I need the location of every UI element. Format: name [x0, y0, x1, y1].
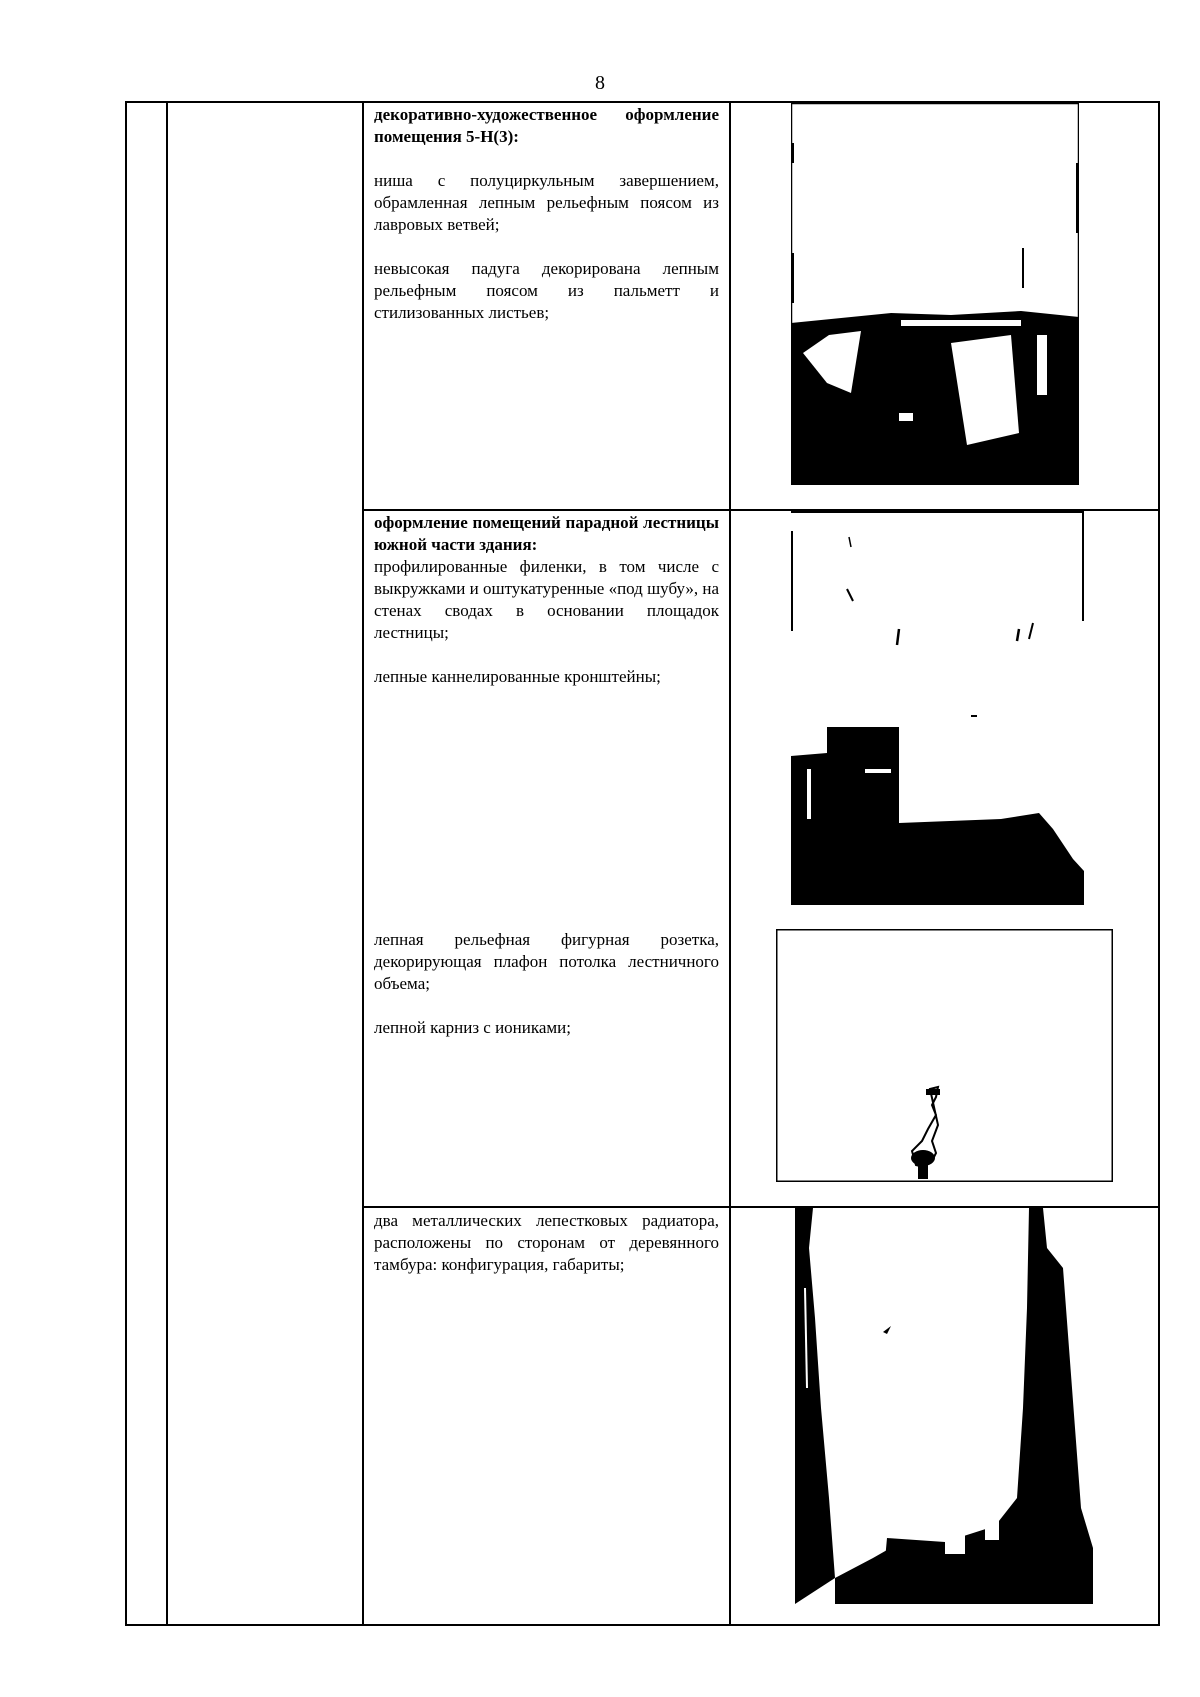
table-border-left	[125, 101, 127, 1625]
row-2-heading: оформление помещений парадной лестницы южной части здания:	[374, 513, 719, 554]
row-1-item-2: невысокая падуга декорирована лепным рельефным поясом из пальметт и стилизованных листьев;	[374, 259, 719, 322]
row-2-item-1: профилированные филенки, в том числе с выкружками и оштукатуренные «под шубу», на стенах сводах в основании площадок лестницы;	[374, 557, 720, 642]
table-border-bottom	[125, 1624, 1160, 1626]
row-2-item-3: лепная рельефная фигурная розетка, декорирующая плафон потолка лестничного объема;	[374, 930, 719, 993]
row-1-item-1: ниша с полуциркульным завершением, обрамленная лепным рельефным поясом из лавровых ветвей;	[374, 171, 719, 234]
row-3-item-1: два металлических лепестковых радиатора, расположены по сторонам от деревянного тамбура: конфигурация, габариты;	[374, 1211, 719, 1274]
row-2-item-2: лепные каннелированные кронштейны;	[374, 667, 661, 686]
room-niche-photo	[791, 103, 1079, 485]
radiators-photo	[795, 1208, 1093, 1604]
row-1-heading: декоративно-художественное оформление помещения 5-Н(3):	[374, 105, 719, 146]
row-1-description	[374, 104, 719, 324]
table-column-divider	[729, 101, 731, 1625]
page-number: 8	[595, 72, 605, 94]
staircase-panels-photo	[791, 511, 1084, 905]
table-column-divider	[362, 101, 364, 1625]
table-column-divider	[166, 101, 168, 1625]
table-border-right	[1158, 101, 1160, 1625]
row-2-description	[374, 512, 719, 688]
ceiling-rosette-photo	[776, 929, 1113, 1182]
row-2-description-continued	[374, 929, 719, 1039]
row-2-item-4: лепной карниз с иониками;	[374, 1018, 571, 1037]
row-3-description	[374, 1210, 719, 1276]
